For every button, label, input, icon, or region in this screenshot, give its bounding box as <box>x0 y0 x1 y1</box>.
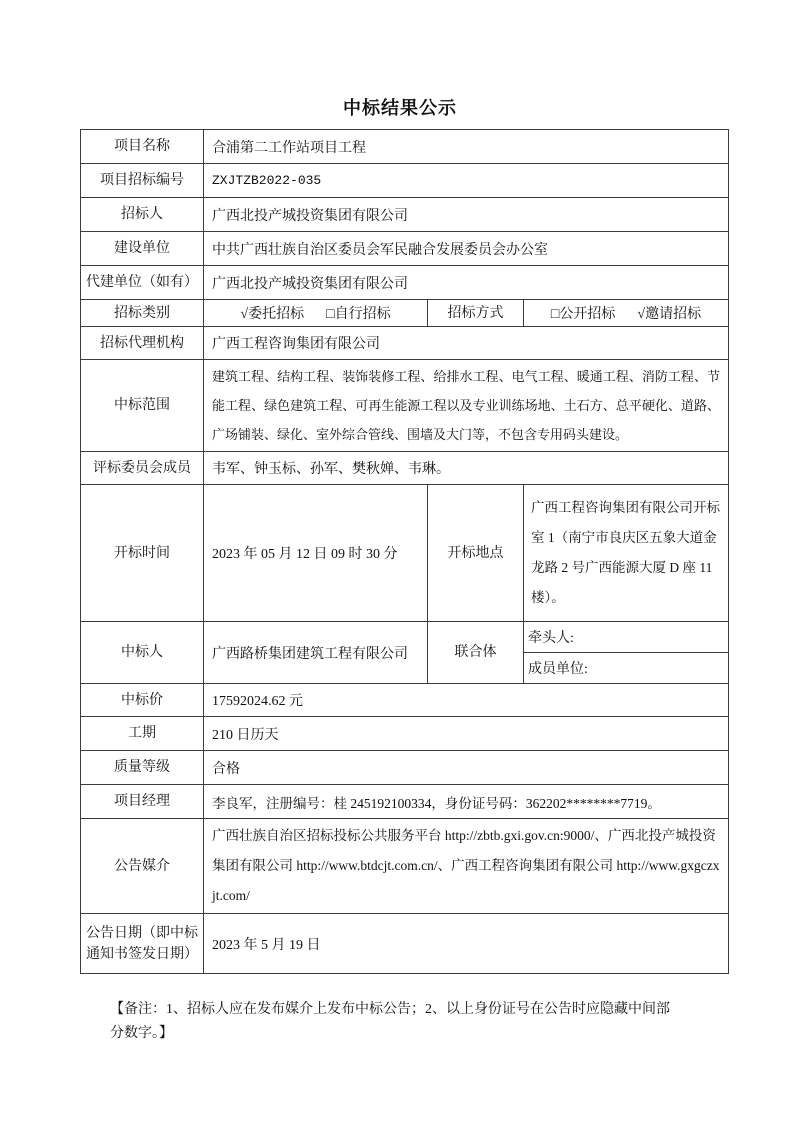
winner-label: 中标人 <box>81 622 204 684</box>
row-announcement-date <box>81 914 729 974</box>
checkbox-self-tender: □自行招标 <box>326 307 391 322</box>
row-agency <box>81 327 729 360</box>
consortium-label: 联合体 <box>428 622 524 684</box>
row-project-manager <box>81 785 729 819</box>
row-construction-unit <box>81 232 729 266</box>
tender-no-label: 项目招标编号 <box>81 164 204 198</box>
tender-no-value: ZXJTZB2022-035 <box>204 164 729 198</box>
checkbox-invite-tender: √邀请招标 <box>637 307 702 322</box>
footer-note <box>110 998 695 1046</box>
row-evaluation-committee <box>81 452 729 485</box>
page-title: 中标结果公示 <box>343 98 457 118</box>
footer-note-line2: 分数字。】 <box>110 1026 173 1041</box>
tender-category-label: 招标类别 <box>81 300 204 327</box>
construction-unit-label: 建设单位 <box>81 232 204 266</box>
tender-method-label: 招标方式 <box>428 300 524 327</box>
checkbox-open-tender: □公开招标 <box>550 307 616 322</box>
consortium-leader-label: 牵头人: <box>524 622 729 653</box>
duration-label: 工期 <box>81 717 204 751</box>
row-bid-opening <box>81 485 729 622</box>
construction-unit-value: 中共广西壮族自治区委员会军民融合发展委员会办公室 <box>204 232 729 266</box>
footer-note-line1: 【备注：1、招标人应在发布媒介上发布中标公告；2、以上身份证号在公告时应隐藏中间部 <box>110 1002 670 1017</box>
tender-category-options <box>204 300 428 327</box>
agency-value: 广西工程咨询集团有限公司 <box>204 327 729 360</box>
winner-value: 广西路桥集团建筑工程有限公司 <box>204 622 428 684</box>
row-bid-price <box>81 684 729 717</box>
agent-construction-unit-value: 广西北投产城投资集团有限公司 <box>204 266 729 300</box>
agent-construction-unit-label: 代建单位（如有） <box>81 266 204 300</box>
announcement-media-value: 广西壮族自治区招标投标公共服务平台 http://zbtb.gxi.gov.cn:9000/、广西北投产城投资集团有限公司 http://www.btdcjt.com.cn/、广西工程咨询集团有限公司 http://www.gxgczxjt.com/ <box>204 819 729 914</box>
bid-price-label: 中标价 <box>81 684 204 717</box>
duration-value: 210 日历天 <box>204 717 729 751</box>
scope-value: 建筑工程、结构工程、装饰装修工程、给排水工程、电气工程、暖通工程、消防工程、节能工程、绿色建筑工程、可再生能源工程以及专业训练场地、土石方、总平硬化、道路、广场铺装、绿化、室外综合管线、围墙及大门等，不包含专用码头建设。 <box>204 360 729 452</box>
bid-result-table <box>80 129 729 974</box>
bid-opening-place-label: 开标地点 <box>428 485 524 622</box>
project-name-label: 项目名称 <box>81 130 204 164</box>
row-duration <box>81 717 729 751</box>
bid-opening-time-label: 开标时间 <box>81 485 204 622</box>
announcement-date-label: 公告日期（即中标通知书签发日期） <box>81 914 204 974</box>
quality-grade-label: 质量等级 <box>81 751 204 785</box>
row-tender-category <box>81 300 729 327</box>
bid-price-value: 17592024.62 元 <box>204 684 729 717</box>
row-agent-construction-unit <box>81 266 729 300</box>
bid-opening-place-value: 广西工程咨询集团有限公司开标室 1（南宁市良庆区五象大道金龙路 2 号广西能源大厦 D 座 11 楼）。 <box>524 485 729 622</box>
checkbox-entrust-tender: √委托招标 <box>240 307 305 322</box>
tenderee-value: 广西北投产城投资集团有限公司 <box>204 198 729 232</box>
bid-opening-time-value: 2023 年 05 月 12 日 09 时 30 分 <box>204 485 428 622</box>
quality-grade-value: 合格 <box>204 751 729 785</box>
project-manager-value: 李良军，注册编号：桂 245192100334，身份证号码：362202********7719。 <box>204 785 729 819</box>
project-name-value: 合浦第二工作站项目工程 <box>204 130 729 164</box>
evaluation-committee-label: 评标委员会成员 <box>81 452 204 485</box>
consortium-member-label: 成员单位: <box>524 653 729 684</box>
evaluation-committee-value: 韦军、钟玉标、孙军、樊秋婵、韦琳。 <box>204 452 729 485</box>
row-announcement-media <box>81 819 729 914</box>
announcement-date-value: 2023 年 5 月 19 日 <box>204 914 729 974</box>
row-quality-grade <box>81 751 729 785</box>
row-project-name <box>81 130 729 164</box>
announcement-media-label: 公告媒介 <box>81 819 204 914</box>
tenderee-label: 招标人 <box>81 198 204 232</box>
row-tender-no <box>81 164 729 198</box>
row-winner <box>81 622 729 653</box>
row-scope <box>81 360 729 452</box>
project-manager-label: 项目经理 <box>81 785 204 819</box>
agency-label: 招标代理机构 <box>81 327 204 360</box>
row-tenderee <box>81 198 729 232</box>
scope-label: 中标范围 <box>81 360 204 452</box>
tender-method-options <box>524 300 729 327</box>
